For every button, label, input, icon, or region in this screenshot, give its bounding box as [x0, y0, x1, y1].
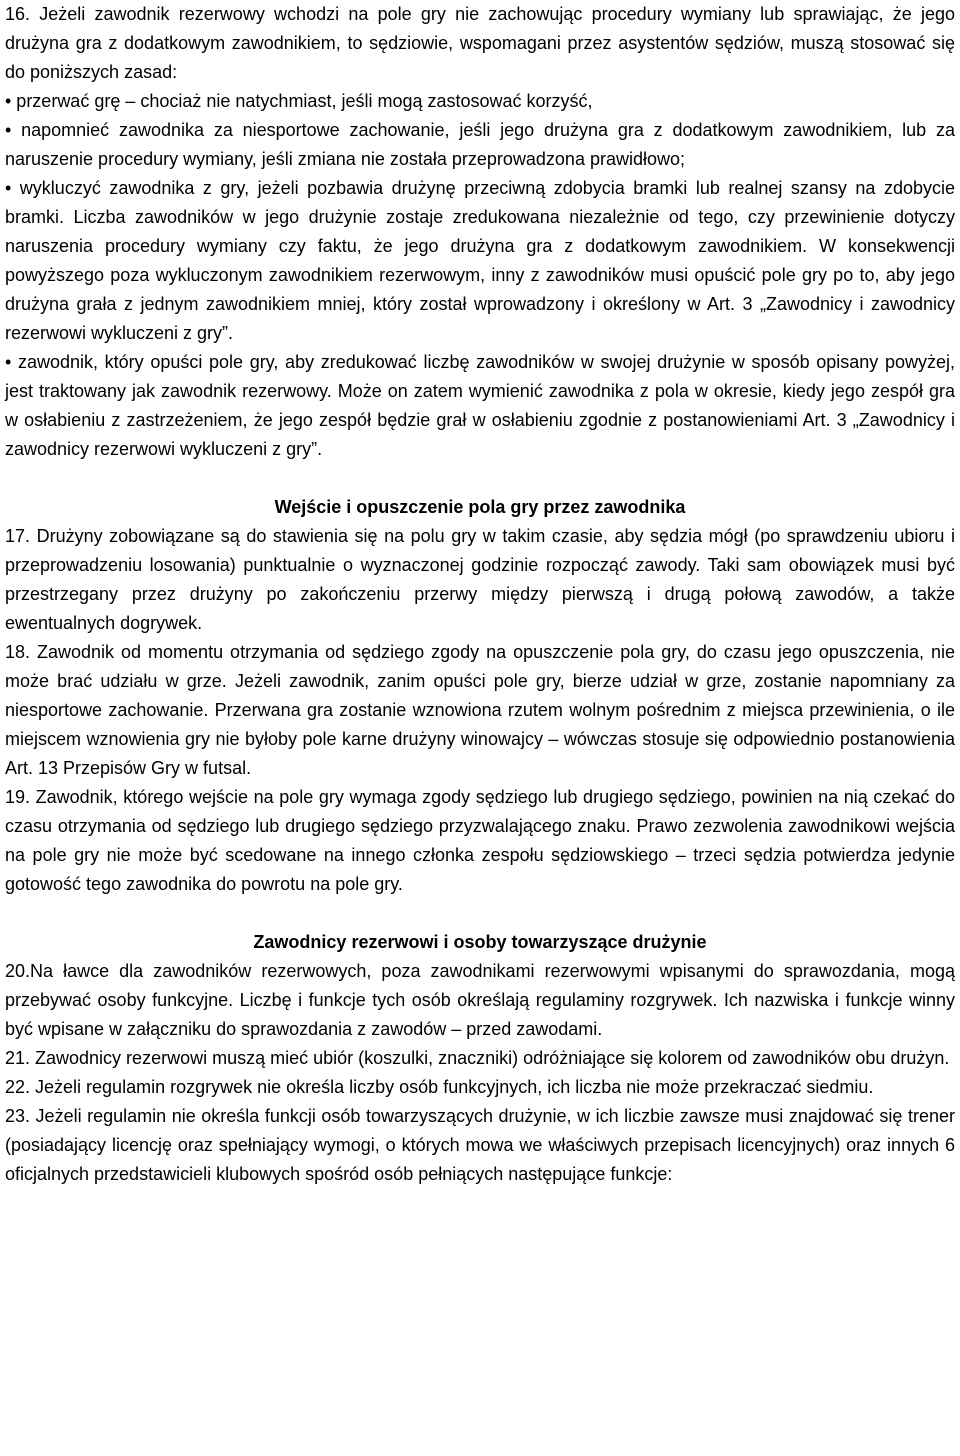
section-16-bullet-4: • zawodnik, który opuści pole gry, aby zredukować liczbę zawodników w swojej drużynie w sposób opisany powyżej, jest traktowany jak zawodnik rezerwowy. Może on zatem wymienić zawodnika z pola w okresie, kiedy jego zespół gra w osłabieniu z zastrzeżeniem, że jego zespół będzie grał w osłabieniu zgodnie z postanowieniami Art. 3 „Zawodnicy i zawodnicy rezerwowi wykluczeni z gry”. [5, 352, 955, 459]
section-23: 23. Jeżeli regulamin nie określa funkcji osób towarzyszących drużynie, w ich liczbie zawsze musi znajdować się trener (posiadający licencję oraz spełniający wymogi, o których mowa we właściwych przepisach licencyjnych) oraz innych 6 oficjalnych przedstawicieli klubowych spośród osób pełniących następujące funkcje: [5, 1106, 955, 1184]
section-18: 18. Zawodnik od momentu otrzymania od sędziego zgody na opuszczenie pola gry, do czasu jego opuszczenia, nie może brać udziału w grze. Jeżeli zawodnik, zanim opuści pole gry, bierze udział w grze, zostanie napomniany za niesportowe zachowanie. Przerwana gra zostanie wznowiona rzutem wolnym pośrednim z miejsca przewinienia, o ile miejscem wznowienia gry nie byłoby pole karne drużyny winowajcy – wówczas stosuje się odpowiednio postanowienia Art. 13 Przepisów Gry w futsal. [5, 642, 955, 778]
section-16-bullet-2: • napomnieć zawodnika za niesportowe zachowanie, jeśli jego drużyna gra z dodatkowym zawodnikiem, lub za naruszenie procedury wymiany, jeśli zmiana nie została przeprowadzona prawidłowo; [5, 120, 955, 169]
section-16-bullet-1: • przerwać grę – chociaż nie natychmiast, jeśli mogą zastosować korzyść, [5, 91, 593, 111]
section-21: 21. Zawodnicy rezerwowi muszą mieć ubiór (koszulki, znaczniki) odróżniające się kolorem od zawodników obu drużyn. [5, 1048, 950, 1068]
spacer [5, 899, 955, 928]
section-17: 17. Drużyny zobowiązane są do stawienia się na polu gry w takim czasie, aby sędzia mógł (po sprawdzeniu ubioru i przeprowadzeniu losowania) punktualnie o wyznaczonej godzinie rozpocząć zawody. Taki sam obowiązek musi być przestrzegany przez drużyny po zakończeniu przerwy między pierwszą i drugą połową zawodów, a także ewentualnych dogrywek. [5, 526, 955, 633]
section-20: 20.Na ławce dla zawodników rezerwowych, poza zawodnikami rezerwowymi wpisanymi do sprawozdania, mogą przebywać osoby funkcyjne. Liczbę i funkcje tych osób określają regulaminy rozgrywek. Ich nazwiska i funkcje winny być wpisane w załączniku do sprawozdania z zawodów – przed zawodami. [5, 961, 955, 1039]
spacer [5, 464, 955, 493]
section-22: 22. Jeżeli regulamin rozgrywek nie określa liczby osób funkcyjnych, ich liczba nie może przekraczać siedmiu. [5, 1077, 874, 1097]
section-19: 19. Zawodnik, którego wejście na pole gry wymaga zgody sędziego lub drugiego sędziego, powinien na nią czekać do czasu otrzymania od sędziego lub drugiego sędziego przyzwalającego znaku. Prawo zezwolenia zawodnikowi wejścia na pole gry nie może być scedowane na innego członka zespołu sędziowskiego – trzeci sędzia potwierdza jedynie gotowość tego zawodnika do powrotu na pole gry. [5, 787, 955, 894]
section-heading-entry-exit: Wejście i opuszczenie pola gry przez zawodnika [274, 497, 686, 517]
section-heading-substitutes: Zawodnicy rezerwowi i osoby towarzyszące drużynie [253, 932, 707, 952]
section-16-bullet-3: • wykluczyć zawodnika z gry, jeżeli pozbawia drużynę przeciwną zdobycia bramki lub realnej szansy na zdobycie bramki. Liczba zawodników w jego drużynie zostaje zredukowana niezależnie od tego, czy przewinienie dotyczy naruszenia procedury wymiany czy faktu, że jego drużyna gra z dodatkowym zawodnikiem. W konsekwencji powyższego poza wykluczonym zawodnikiem rezerwowym, inny z zawodników musi opuścić pole gry po to, aby jego drużyna grała z jednym zawodnikiem mniej, który został wprowadzony i określony w Art. 3 „Zawodnicy i zawodnicy rezerwowi wykluczeni z gry”. [5, 178, 955, 343]
section-16-intro: 16. Jeżeli zawodnik rezerwowy wchodzi na pole gry nie zachowując procedury wymiany lub sprawiając, że jego drużyna gra z dodatkowym zawodnikiem, to sędziowie, wspomagani przez asystentów sędziów, muszą stosować się do poniższych zasad: [5, 4, 955, 82]
